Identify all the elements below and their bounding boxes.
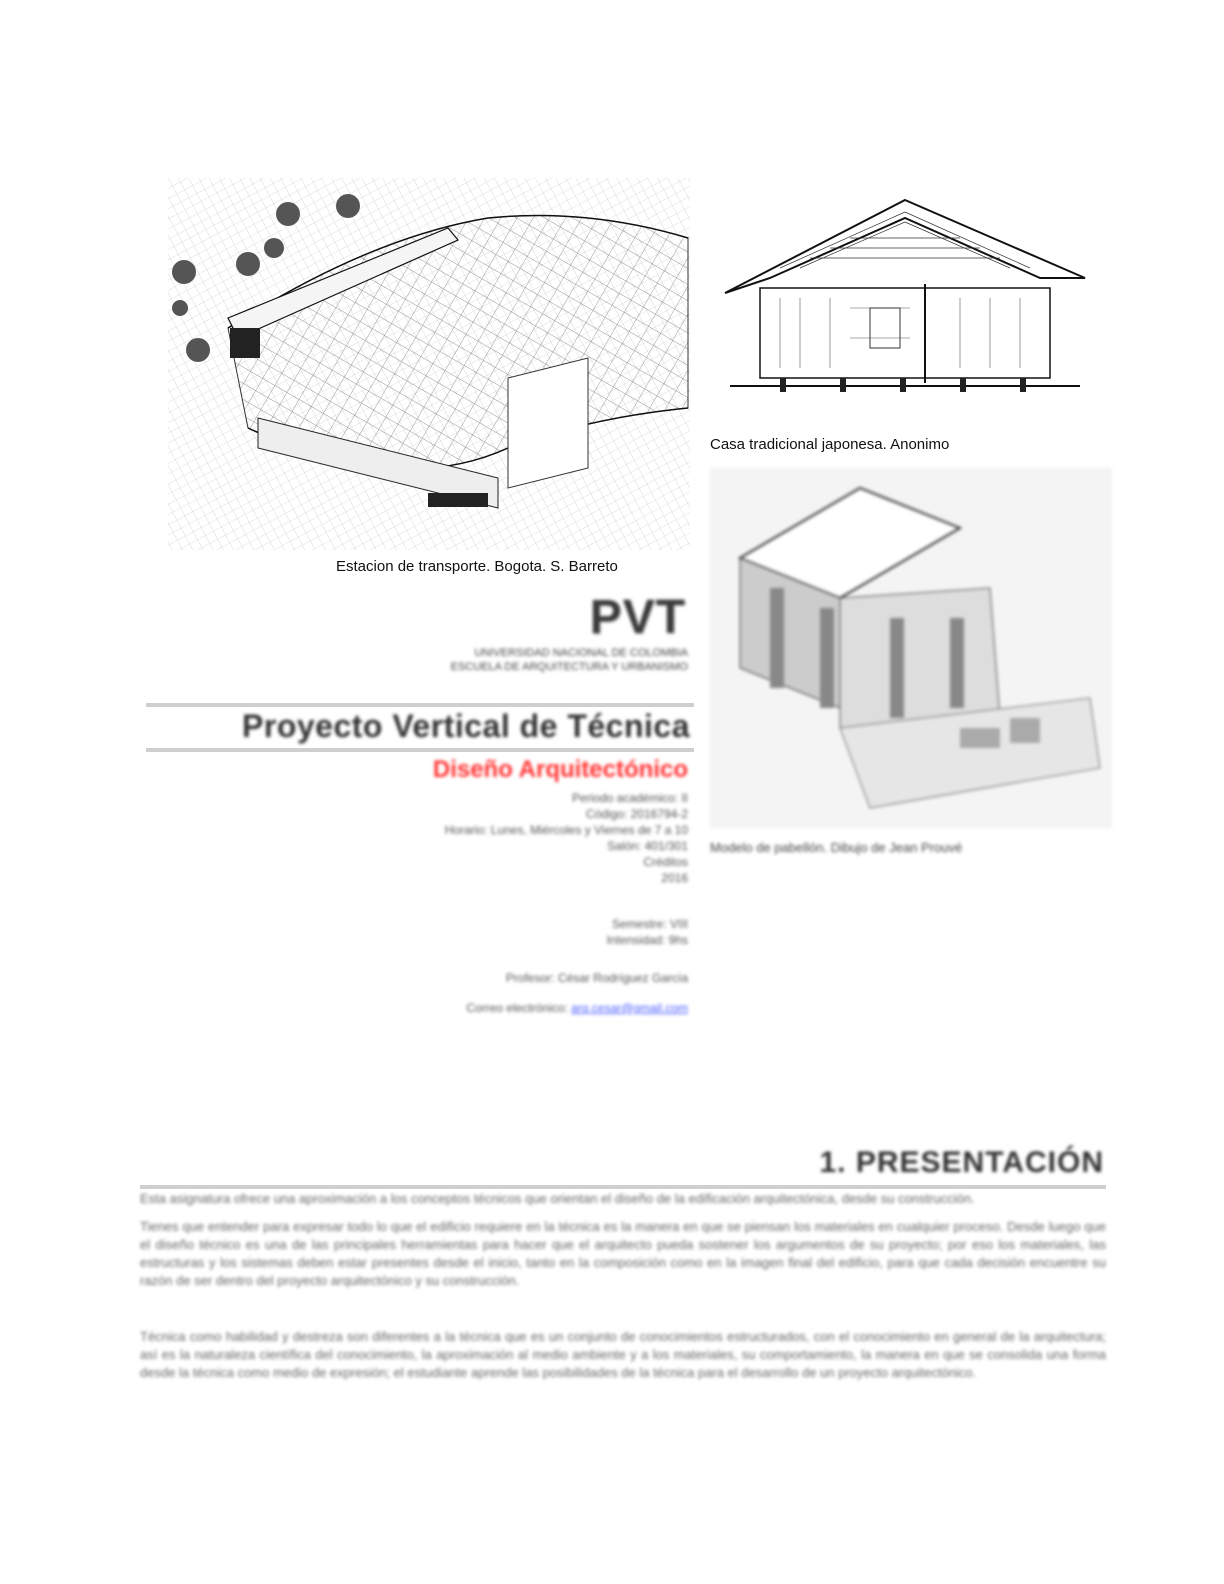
station-caption: Estacion de transporte. Bogota. S. Barreto (336, 558, 618, 575)
course-info-line: Salón: 401/301 (607, 839, 688, 853)
section-paragraph: Técnica como habilidad y destreza son diferentes a la técnica que es un conjunto de conocimientos estructurados, con el conocimiento en general de la arquitectura; así es la naturaleza científica del conocimiento, la aproximación al medio ambiente y a los materiales, su comportamiento, la manera en que se consolida una forma desde la técnica como medio de expresión; el estudiante aprende las posibilidades de la técnica para el desarrollo de un proyecto arquitectónico. (140, 1329, 1106, 1380)
university-line: ESCUELA DE ARQUITECTURA Y URBANISMO (450, 661, 688, 673)
course-group-line: Semestre: VIII (611, 917, 688, 931)
course-subtitle: Diseño Arquitectónico (432, 756, 688, 783)
course-info (445, 790, 688, 886)
email-link[interactable]: arq.cesar@gmail.com (571, 1001, 688, 1015)
course-info-line: Horario: Lunes, Miércoles y Viernes de 7 a 10 (444, 823, 688, 837)
title-top-rule (146, 703, 694, 707)
section-rule (140, 1185, 1106, 1189)
course-info-line: Periodo académico: II (571, 791, 688, 805)
course-title: Proyecto Vertical de Técnica (242, 708, 690, 744)
course-info-line: 2016 (661, 871, 688, 885)
japanese-house-drawing (720, 198, 1090, 408)
section-intro: Esta asignatura ofrece una aproximación a los conceptos técnicos que orientan el diseño de la edificación arquitectónica, desde su construcción. (140, 1191, 975, 1206)
professor-line: Profesor: César Rodríguez García (505, 971, 688, 985)
course-group-info (607, 916, 688, 948)
pvt-logo: PVT (589, 591, 686, 644)
station-drawing-svg (168, 178, 690, 550)
university-block (451, 646, 688, 674)
pavilion-drawing (710, 468, 1112, 828)
course-info-line: Código: 2016794-2 (585, 807, 688, 821)
section-title: 1. PRESENTACIÓN (819, 1146, 1104, 1179)
japanese-house-caption: Casa tradicional japonesa. Anonimo (710, 436, 950, 453)
course-info-line: Créditos (643, 855, 688, 869)
pavilion-caption: Modelo de pabellón. Dibujo de Jean Prouvé (710, 840, 963, 855)
japanese-house-svg (720, 198, 1090, 408)
university-line: UNIVERSIDAD NACIONAL DE COLOMBIA (474, 647, 688, 659)
email-line (466, 1000, 688, 1016)
station-drawing (168, 178, 690, 550)
email-label: Correo electrónico: (466, 1001, 568, 1015)
course-group-line: Intensidad: 9hs (606, 933, 688, 947)
title-bottom-rule (146, 748, 694, 752)
pavilion-svg (710, 468, 1112, 828)
section-paragraph: Tienes que entender para expresar todo lo que el edificio requiere en la técnica es la manera en que se piensan los materiales en cualquier proceso. Desde luego que el diseño técnico es una de las principales herramientas para hacer que el arquitecto pueda sostener los argumentos de su proyecto; por eso los materiales, las estructuras y los sistemas deben estar presentes desde el inicio, tanto en la composición como en la imagen final del edificio, para que cada decisión encuentre su razón de ser dentro del proyecto arquitectónico y su construcción. (140, 1219, 1106, 1288)
